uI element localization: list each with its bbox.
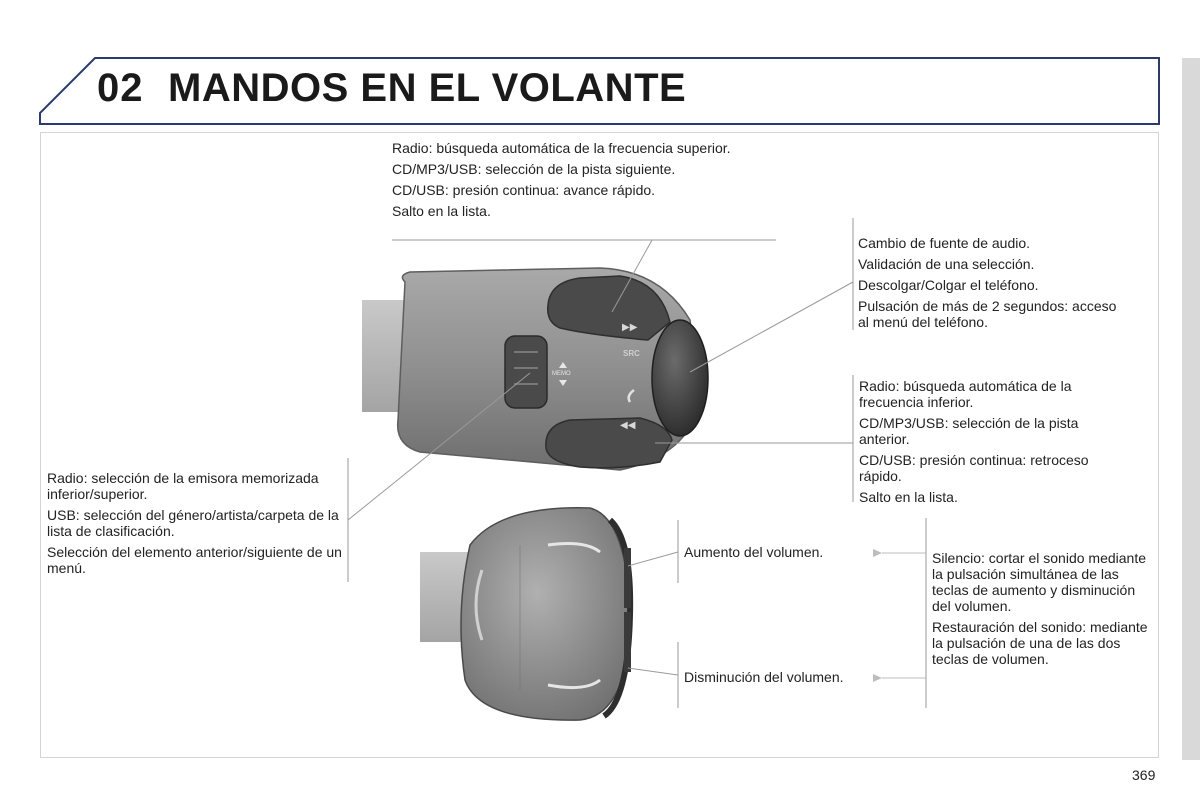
annotation-line: Salto en la lista. [392, 203, 491, 219]
annotation-volume-down [684, 669, 874, 690]
annotation-line: CD/USB: presión continua: retroceso rápido. [859, 452, 1089, 484]
volume-body [461, 508, 630, 720]
prev-icon: ◀◀ [620, 420, 636, 431]
annotation-line: Selección del elemento anterior/siguiente de un menú. [47, 544, 342, 576]
prev-button[interactable] [546, 418, 672, 468]
volume-control [420, 508, 631, 720]
page-number: 369 [1132, 767, 1156, 783]
annotation-memo [47, 470, 347, 581]
volume-up-button[interactable] [624, 548, 631, 608]
annotation-line: CD/MP3/USB: selección de la pista siguiente. [392, 161, 676, 177]
memo-label: MEMO [552, 371, 571, 377]
src-knob[interactable] [652, 320, 708, 436]
next-icon: ▶▶ [622, 322, 638, 333]
annotation-line: Restauración del sonido: mediante la pulsación de una de las dos teclas de volumen. [932, 619, 1148, 667]
annotation-src [858, 235, 1128, 335]
annotation-line: USB: selección del género/artista/carpeta de la lista de clasificación. [47, 507, 339, 539]
annotation-line: CD/USB: presión continua: avance rápido. [392, 182, 656, 198]
annotation-line: CD/MP3/USB: selección de la pista anterior. [859, 415, 1079, 447]
annotation-line: Cambio de fuente de audio. [858, 235, 1031, 251]
annotation-line: Radio: selección de la emisora memorizada inferior/superior. [47, 470, 319, 502]
src-label: SRC [623, 349, 640, 358]
annotation-line: Radio: búsqueda automática de la frecuencia superior. [392, 140, 731, 156]
memo-wheel[interactable] [505, 336, 547, 408]
annotation-next-track [392, 140, 737, 224]
upper-stalk-control [362, 268, 708, 470]
volume-down-button[interactable] [624, 612, 631, 672]
annotation-line: Aumento del volumen. [684, 544, 824, 560]
annotation-line: Descolgar/Colgar el teléfono. [858, 277, 1039, 293]
annotation-volume-up [684, 544, 864, 565]
annotation-line: Pulsación de más de 2 segundos: acceso al menú del teléfono. [858, 298, 1117, 330]
annotation-mute [932, 550, 1150, 672]
annotation-line: Salto en la lista. [859, 489, 958, 505]
chapter-number: 02 [97, 66, 144, 110]
annotation-prev-track [859, 378, 1131, 510]
annotation-line: Validación de una selección. [858, 256, 1035, 272]
annotation-line: Silencio: cortar el sonido mediante la pulsación simultánea de las teclas de aumento y disminución del volumen. [932, 550, 1147, 614]
page-title: MANDOS EN EL VOLANTE [168, 66, 687, 110]
annotation-line: Radio: búsqueda automática de la frecuencia inferior. [859, 378, 1072, 410]
annotation-line: Disminución del volumen. [684, 669, 844, 685]
